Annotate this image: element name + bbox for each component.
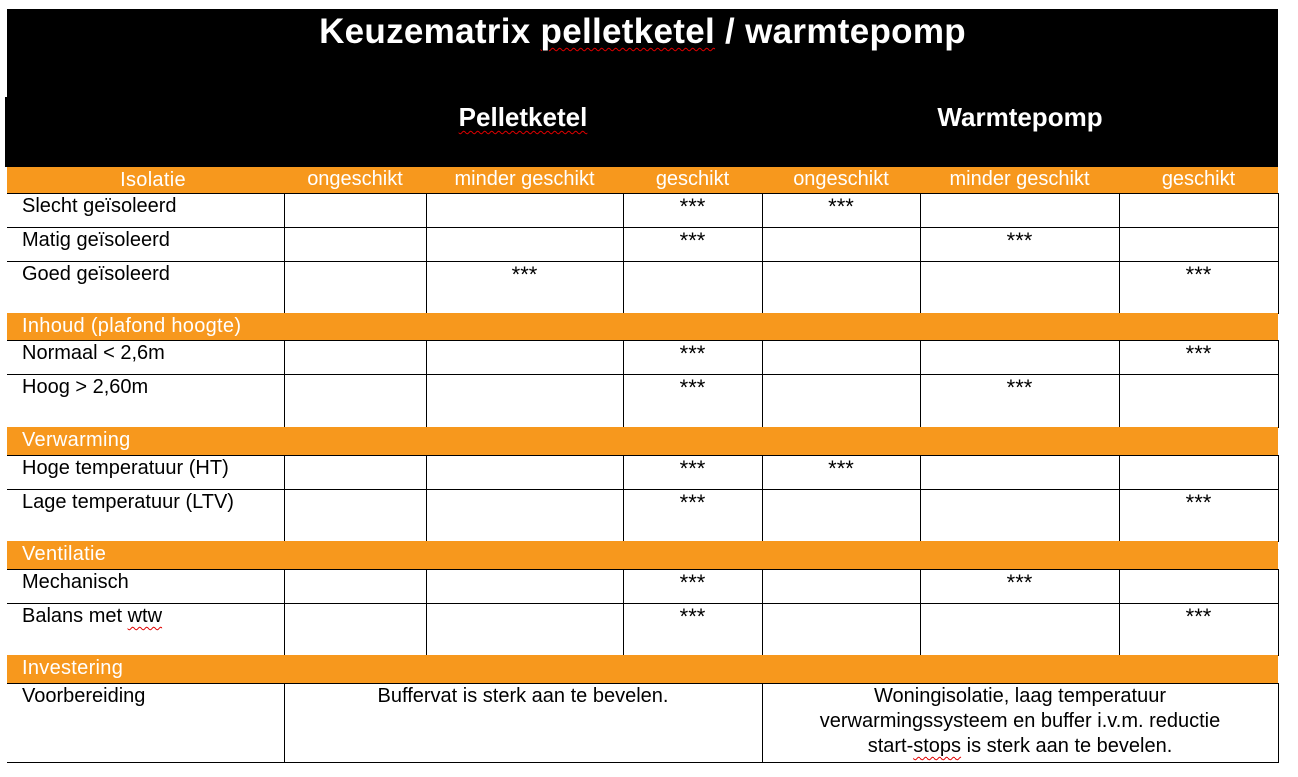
suitability-mark: ***	[679, 490, 706, 515]
row-label: Mechanisch	[22, 571, 129, 593]
investering-line: Woningisolatie, laag temperatuur	[873, 685, 1167, 707]
title-suffix: / warmtepomp	[715, 12, 966, 51]
matrix-cell	[426, 340, 624, 375]
suitability-mark: ***	[679, 375, 706, 400]
suitability-mark: ***	[1185, 341, 1212, 366]
spellcheck-underline: wtw	[127, 605, 163, 627]
matrix-cell	[426, 193, 624, 228]
matrix-cell	[284, 455, 427, 490]
section-label: Inhoud (plafond hoogte)	[22, 315, 242, 337]
matrix-cell	[920, 193, 1120, 228]
matrix-cell	[1119, 374, 1279, 428]
row-label: Hoog > 2,60m	[22, 376, 149, 398]
title-underlined-word: pelletketel	[540, 12, 716, 51]
suitability-mark: ***	[1185, 490, 1212, 515]
matrix-cell	[1119, 569, 1279, 604]
investering-warmtepomp-text	[762, 684, 1278, 759]
matrix-cell	[762, 261, 921, 314]
matrix-cell	[426, 227, 624, 262]
investering-line: verwarmingssysteem en buffer i.v.m. reductie	[819, 710, 1221, 732]
column-header-geschikt: geschikt	[1161, 168, 1236, 190]
section-band	[7, 427, 1278, 455]
group-label: Pelletketel	[458, 102, 588, 132]
suitability-mark: ***	[511, 262, 538, 287]
section-band	[7, 655, 1278, 683]
matrix-cell	[762, 340, 921, 375]
row-label: Lage temperatuur (LTV)	[22, 491, 234, 513]
matrix-cell	[284, 569, 427, 604]
row-label: Balans met wtw	[22, 605, 163, 627]
matrix-cell	[284, 489, 427, 542]
suitability-mark: ***	[828, 456, 854, 481]
matrix-cell	[426, 374, 624, 428]
row-label: Matig geïsoleerd	[22, 229, 170, 251]
matrix-cell	[426, 603, 624, 656]
section-label: Investering	[22, 657, 124, 679]
suitability-mark: ***	[679, 570, 706, 595]
matrix-cell	[426, 569, 624, 604]
matrix-cell	[284, 261, 427, 314]
suitability-mark: ***	[828, 194, 854, 219]
column-header-geschikt: geschikt	[655, 168, 730, 190]
group-header-warmtepomp	[920, 100, 1120, 134]
matrix-cell	[426, 455, 624, 490]
matrix-cell	[762, 227, 921, 262]
suitability-mark: ***	[679, 228, 706, 253]
row-label: Slecht geïsoleerd	[22, 195, 177, 217]
spellcheck-underline: stops	[913, 735, 962, 757]
suitability-mark: ***	[1185, 604, 1212, 629]
matrix-cell	[284, 340, 427, 375]
matrix-cell	[920, 455, 1120, 490]
row-label: Goed geïsoleerd	[22, 263, 170, 285]
investering-pelletketel-text: Buffervat is sterk aan te bevelen.	[377, 685, 669, 707]
matrix-cell	[1119, 227, 1279, 262]
column-header-minder-geschikt: minder geschikt	[949, 168, 1090, 190]
matrix-cell	[762, 374, 921, 428]
column-header-ongeschikt: ongeschikt	[307, 168, 403, 190]
matrix-cell	[920, 340, 1120, 375]
section-label: Ventilatie	[22, 543, 107, 565]
section-label: Isolatie	[120, 169, 186, 191]
matrix-cell	[623, 261, 763, 314]
matrix-cell	[1119, 193, 1279, 228]
matrix-cell	[284, 603, 427, 656]
matrix-cell	[920, 489, 1120, 542]
matrix-cell	[762, 603, 921, 656]
matrix-cell	[284, 227, 427, 262]
group-label: Warmtepomp	[937, 102, 1103, 132]
row-label: Hoge temperatuur (HT)	[22, 457, 229, 479]
section-label: Verwarming	[22, 429, 131, 451]
group-header-pelletketel	[423, 100, 623, 134]
title-prefix: Keuzematrix	[319, 12, 541, 51]
page-title	[7, 10, 1278, 54]
suitability-mark: ***	[679, 456, 706, 481]
row-label: Voorbereiding	[22, 685, 146, 707]
column-header-minder-geschikt: minder geschikt	[454, 168, 595, 190]
suitability-mark: ***	[679, 341, 706, 366]
column-header-ongeschikt: ongeschikt	[793, 168, 889, 190]
matrix-cell	[1119, 455, 1279, 490]
matrix-cell	[920, 261, 1120, 314]
suitability-mark: ***	[679, 604, 706, 629]
matrix-cell	[762, 569, 921, 604]
suitability-mark: ***	[1006, 375, 1033, 400]
suitability-mark: ***	[1006, 570, 1033, 595]
suitability-mark: ***	[1006, 228, 1033, 253]
row-label: Normaal < 2,6m	[22, 342, 165, 364]
suitability-mark: ***	[679, 194, 706, 219]
matrix-cell	[426, 489, 624, 542]
matrix-cell	[762, 489, 921, 542]
section-band	[7, 541, 1278, 569]
matrix-cell	[284, 374, 427, 428]
matrix-cell	[920, 603, 1120, 656]
matrix-cell	[284, 193, 427, 228]
investering-line: start-stops is sterk aan te bevelen.	[867, 735, 1173, 757]
suitability-mark: ***	[1185, 262, 1212, 287]
